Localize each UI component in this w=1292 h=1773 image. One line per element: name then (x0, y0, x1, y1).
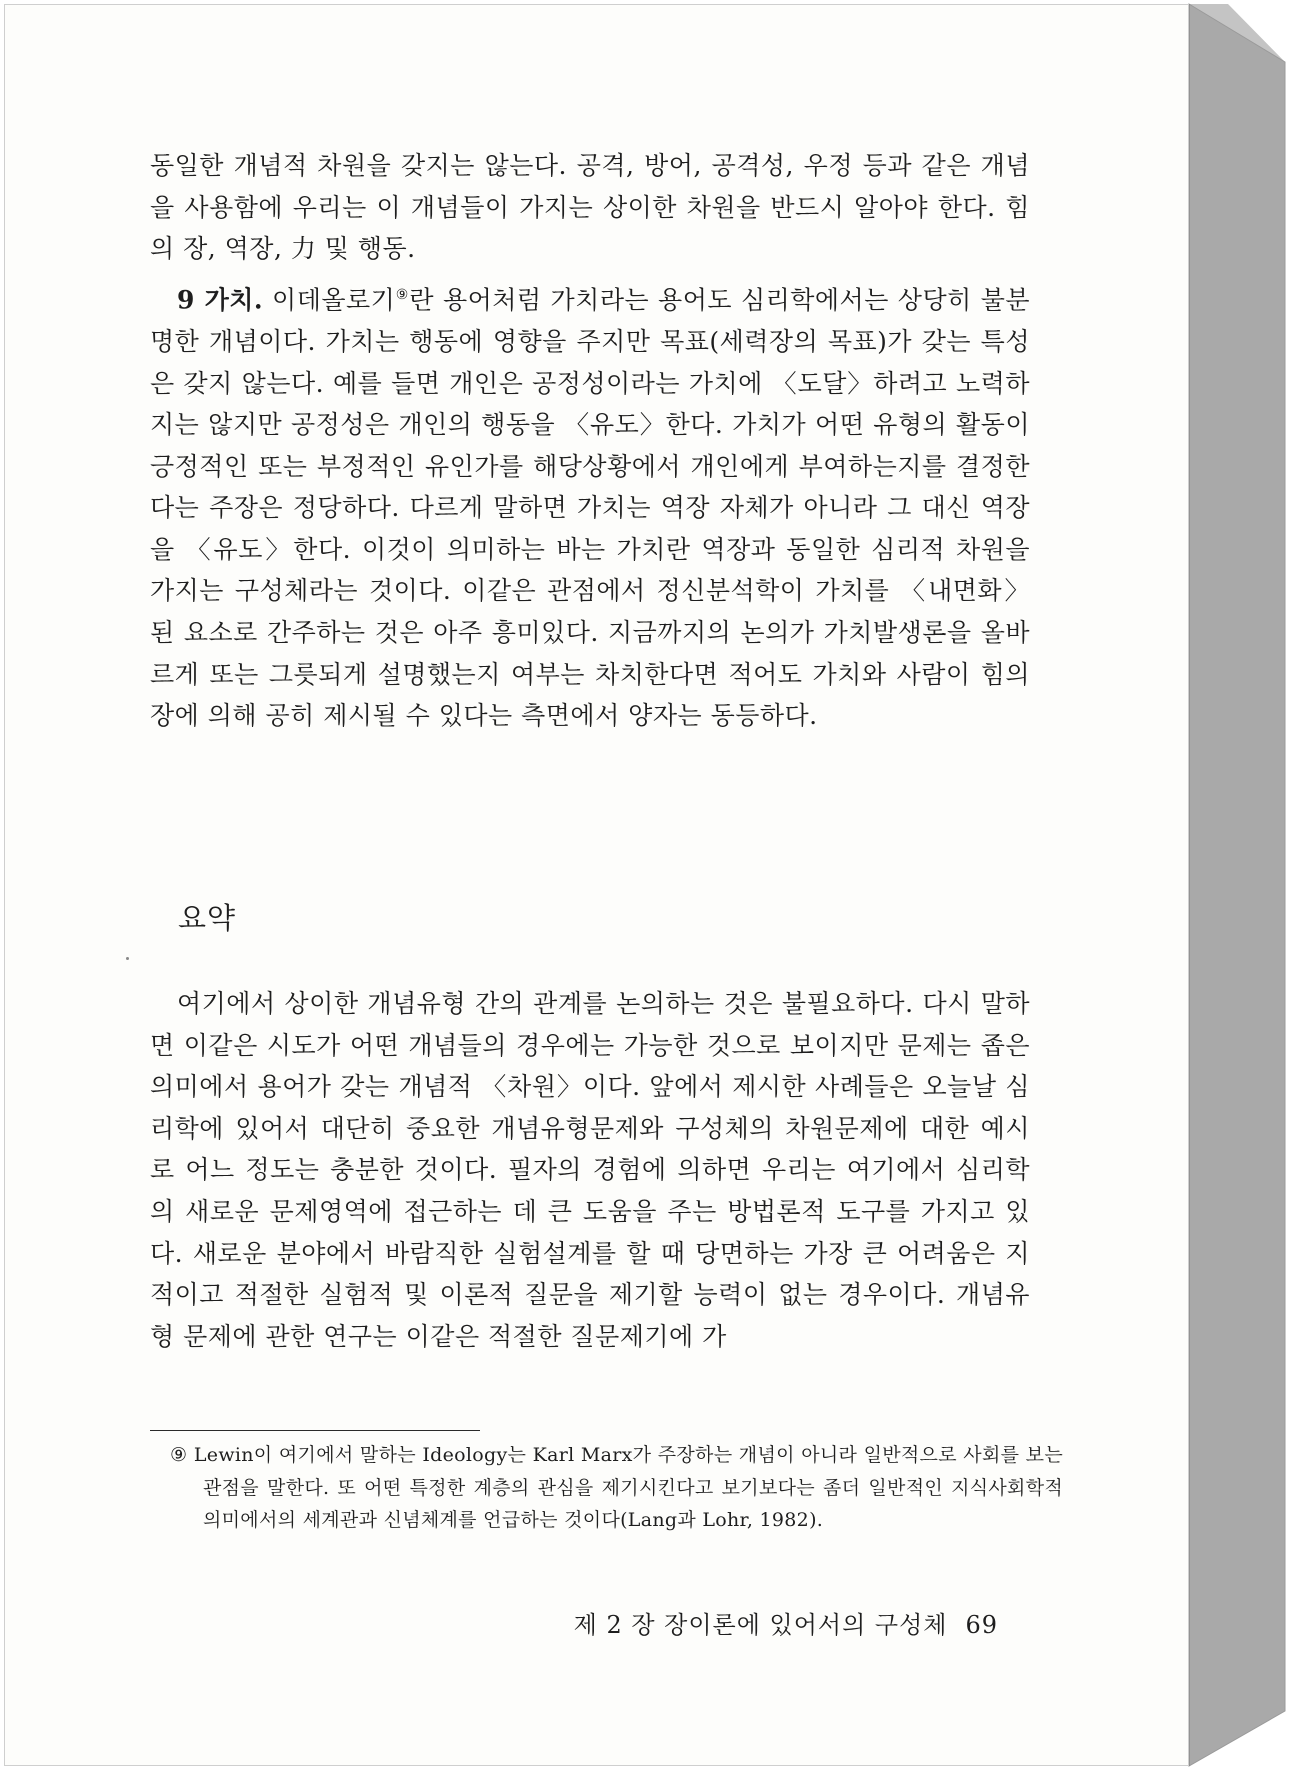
paragraph-values (150, 275, 1030, 737)
paragraph-summary: 여기에서 상이한 개념유형 간의 관계를 논의하는 것은 불필요하다. 다시 말하면 이같은 시도가 어떤 개념들의 경우에는 가능한 것으로 보이지만 문제는 좁은 의미에서 용어가 갖는 개념적 〈차원〉이다. 앞에서 제시한 사례들은 오늘날 심리학에 있어서 대단히 중요한 개념유형문제와 구성체의 차원문제에 대한 예시로 어느 정도는 충분한 것이다. 필자의 경험에 의하면 우리는 여기에서 심리학의 새로운 문제영역에 접근하는 데 큰 도움을 주는 방법론적 도구를 가지고 있다. 새로운 분야에서 바람직한 실험설계를 할 때 당면하는 가장 큰 어려움은 지적이고 적절한 실험적 및 이론적 질문을 제기할 능력이 없는 경우이다. 개념유형 문제에 관한 연구는 이같은 적절한 질문제기에 가 (150, 989, 1030, 1351)
book-page (4, 4, 1189, 1766)
chapter-title: 제 2 장 장이론에 있어서의 구성체 (573, 1611, 948, 1639)
paragraph-lead-heading: 9 가치. (177, 285, 264, 315)
paragraph-continuation: 동일한 개념적 차원을 갖지는 않는다. 공격, 방어, 공격성, 우정 등과 같은 개념을 사용함에 우리는 이 개념들이 가지는 상이한 차원을 반드시 알아야 한다. 힘의 장, 역장, 力 및 행동. (150, 151, 1030, 264)
book-edge-side-face (1189, 4, 1285, 1766)
footnote-divider (150, 1430, 480, 1431)
section-heading-summary: 요약 (178, 901, 237, 935)
scan-speck (126, 957, 129, 960)
running-footer (574, 1605, 998, 1640)
paragraph-text: 란 용어처럼 가치라는 용어도 심리학에서는 상당히 불분명한 개념이다. 가치는 행동에 영향을 주지만 목표(세력장의 목표)가 갖는 특성은 갖지 않는다. 예를 들면 개인은 공정성이라는 가치에 〈도달〉하려고 노력하지는 않지만 공정성은 개인의 행동을 〈유도〉한다. 가치가 어떤 유형의 활동이 긍정적인 또는 부정적인 유인가를 해당상황에서 개인에게 부여하는지를 결정한다는 주장은 정당하다. 다르게 말하면 가치는 역장 자체가 아니라 그 대신 역장을 〈유도〉한다. 이것이 의미하는 바는 가치란 역장과 동일한 심리적 차원을 가지는 구성체라는 것이다. 이같은 관점에서 정신분석학이 가치를 〈내면화〉된 요소로 간주하는 것은 아주 흥미있다. 지금까지의 논의가 가치발생론을 올바르게 또는 그릇되게 설명했는지 여부는 차치한다면 적어도 가치와 사람이 힘의 장에 의해 공히 제시될 수 있다는 측면에서 양자는 동등하다. (150, 285, 1030, 731)
paragraph-text: 이데올로기 (263, 285, 396, 315)
footnote: ⑨ Lewin이 여기에서 말하는 Ideology는 Karl Marx가 주장하는 개념이 아니라 일반적으로 사회를 보는 관점을 말한다. 또 어떤 특정한 계층의 관심을 제기시킨다고 보기보다는 좀더 일반적인 지식사회학적 의미에서의 세계관과 신념체계를 언급하는 것이다(Lang과 Lohr, 1982). (170, 1444, 1063, 1531)
page-number: 69 (965, 1611, 998, 1639)
footnote-reference: ⑨ (395, 287, 410, 303)
